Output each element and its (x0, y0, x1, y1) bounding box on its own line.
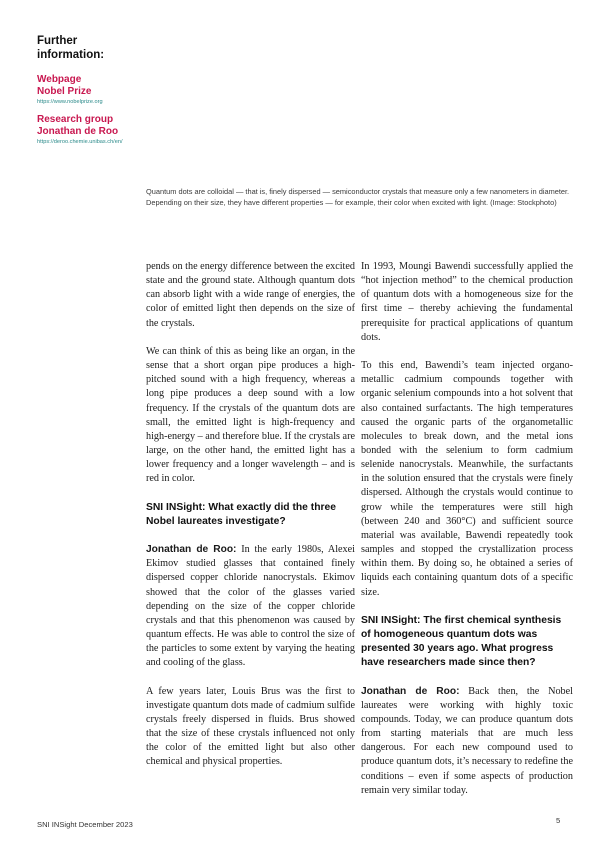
link-url[interactable]: https://www.nobelprize.org (37, 99, 103, 105)
footer-publication: SNI INSight December 2023 (37, 820, 133, 829)
further-information-sidebar (37, 34, 137, 154)
link-label-line2[interactable]: Nobel Prize (37, 85, 92, 97)
link-label-line1[interactable]: Webpage (37, 74, 82, 85)
interview-answer (146, 543, 355, 670)
paragraph: In 1993, Moungi Bawendi successfully applied the “hot injection method” to the chemical production of quantum dots with a homogeneous size for the first time – thereby achieving the fundamental prerequisite for practical applications of quantum dots. (361, 261, 573, 343)
interview-question: SNI INSight: What exactly did the three Nobel laureates investigate? (146, 501, 336, 527)
speaker-name: Jonathan de Roo: (361, 685, 460, 697)
paragraph: A few years later, Louis Brus was the first to investigate quantum dots made of cadmium sulfide crystals freely dispersed in fluids. Brus showed that the size of these crystals influenced not only the color of the emitted light but also other chemical and physical properties. (146, 685, 355, 768)
image-caption: Quantum dots are colloidal — that is, finely dispersed — semiconductor crystals that measure only a few nanometers in diameter. Depending on their size, they have different properties — for example, their color when excited with light. (Image: Stockphoto) (146, 187, 570, 207)
link-label-line2[interactable]: Jonathan de Roo (37, 125, 119, 137)
link-label-line1[interactable]: Research group (37, 114, 114, 125)
interview-answer (361, 685, 573, 798)
link-url[interactable]: https://deroo.chemie.unibas.ch/en/ (37, 139, 123, 145)
article-column-left (146, 260, 355, 784)
paragraph: To this end, Bawendi’s team injected organometallic cadmium compounds together with organic selenium compounds into a hot solvent that also contained surfactants. The high temperatures caused the organic parts of the organometallic molecules to break down, and the metal ions bonded with the selenium to form cadmium selenide nanocrystals. Meanwhile, the surfactants in the solution ensured that the crystals were finely dispersed. Although the crystals would continue to grow while the temperatures were still high (between 240 and 360°C) and sufficient source material was available, Bawendi repeatedly took samples and stopped the crystallization process within them. By doing so, he obtained a series of liquids each containing quantum dots of a specific size. (361, 360, 573, 598)
paragraph: pends on the energy difference between the excited state and the ground state. Although quantum dots can absorb light with a wide range of energies, the color of emitted light then depends on the size of the crystals. (146, 261, 355, 329)
page-number: 5 (556, 816, 561, 825)
speaker-name: Jonathan de Roo: (146, 544, 237, 556)
interview-question: SNI INSight: The first chemical synthesis of homogeneous quantum dots was presented 30 years ago. What progress have researchers made since then? (361, 614, 562, 669)
article-column-right (361, 260, 573, 812)
answer-text: Back then, the Nobel laureates were working with highly toxic compounds. Today, we can produce quantum dots from starting materials that are much less dangerous. For each new compound used to produce quantum dots, it’s necessary to redefine the conditions – even if some aspects of production remain very similar today. (361, 685, 573, 796)
sidebar-title: Further information: (37, 35, 105, 61)
answer-text: In the early 1980s, Alexei Ekimov studied glasses that contained finely dispersed copper chloride nanocrystals. Ekimov showed that the color of the glasses varied depending on the size of the copper chloride crystals and that this phenomenon was caused by quantum effects. He was able to control the size of the particles to some extent by varying the heating and cooling of the glass. (146, 544, 355, 669)
paragraph: We can think of this as being like an organ, in the sense that a short organ pipe produces a high-pitched sound with a high frequency, whereas a long pipe produces a deep sound with a low frequency. If the crystals of the quantum dots are small, the emitted light is high-frequency and high-energy – and therefore blue. If the crystals are large, on the other hand, the emitted light has a lower frequency and a longer wavelength – and is red in color. (146, 345, 355, 485)
sidebar-link-nobel-prize[interactable] (37, 74, 137, 106)
sidebar-link-research-group[interactable] (37, 114, 137, 146)
